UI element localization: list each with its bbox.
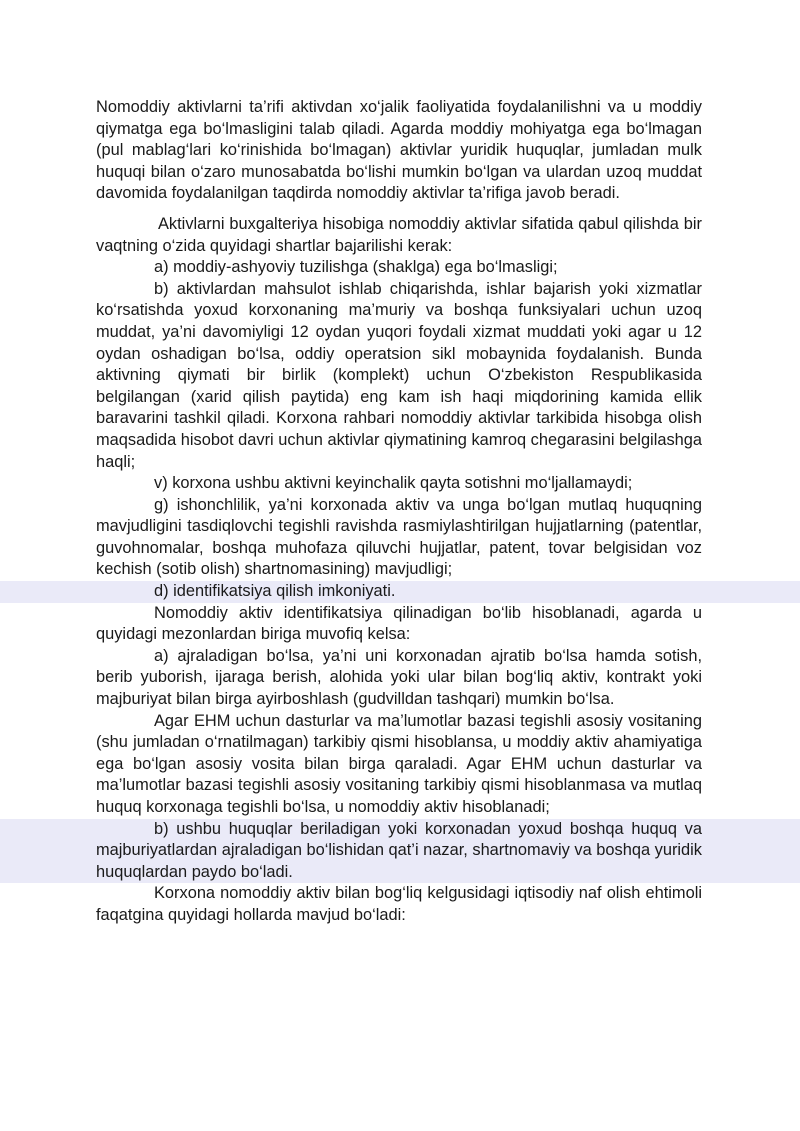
list-item-g: g) ishonchlilik, ya’ni korxonada aktiv va unga bo‘lgan mutlaq huquqning mavjudligini tasdiqlovchi tegishli ravishda rasmiylashtirilgan hujjatlarning (patentlar, guvohnomalar, boshqa muhofaza qiluvchi hujjatlar, patent, tovar belgisidan voz kechish (sotib olish) shartnomasining) mavjudligi; [96, 495, 702, 579]
document-body [96, 97, 702, 927]
paragraph-software-databases: Agar EHM uchun dasturlar va ma’lumotlar bazasi tegishli asosiy vositaning (shu jumladan o‘rnatilmagan) tarkibiy qismi hisoblansa, u moddiy aktiv ahamiyatiga ega bo‘lgan asosiy vosita bilan birga qaraladi. Agar EHM uchun dasturlar va ma’lumotlar bazasi tegishli asosiy vositaning tarkibiy qismi hisoblanmasa va mutlaq huquq korxonaga tegishli bo‘lsa, u nomoddiy aktiv hisoblanadi; [96, 711, 702, 816]
list-item-b: b) aktivlardan mahsulot ishlab chiqarishda, ishlar bajarish yoki xizmatlar ko‘rsatishda yoxud korxonaning ma’muriy va boshqa funksiyalari uchun uzoq muddat, ya’ni davomiyligi 12 oydan yuqori foydali xizmat muddati yoki agar u 12 oydan oshadigan bo‘lsa, oddiy operatsion sikl mobaynida foydalanish. Bunda aktivning qiymati bir birlik (komplekt) uchun O‘zbekiston Respublikasida belgilangan (xarid qilish paytida) eng kam ish haqi miqdorining kamida ellik baravarini tashkil qiladi. Korxona rahbari nomoddiy aktivlar tarkibida hisobga olish maqsadida hisobot davri uchun aktivlar qiymatining kamroq chegarasini belgilashga haqli; [96, 279, 702, 471]
paragraph-identification: Nomoddiy aktiv identifikatsiya qilinadigan bo‘lib hisoblanadi, agarda u quyidagi mezonlardan biriga muvofiq kelsa: [96, 603, 702, 644]
paragraph-economic-benefit: Korxona nomoddiy aktiv bilan bog‘liq kelgusidagi iqtisodiy naf olish ehtimoli faqatgina quyidagi hollarda mavjud bo‘ladi: [96, 884, 702, 924]
list-item-d-highlighted: d) identifikatsiya qilish imkoniyati. [0, 581, 800, 603]
list-item-a: a) moddiy-ashyoviy tuzilishga (shaklga) ega bo‘lmasligi; [154, 258, 558, 277]
criterion-a: a) ajraladigan bo‘lsa, ya’ni uni korxonadan ajratib bo‘lsa hamda sotish, berib yuborish, ijaraga berish, alohida yoki ular bilan bog‘liq aktiv, kontrakt yoki majburiyat bilan birga ayirboshlash (gudvilldan tashqari) mumkin bo‘lsa. [96, 646, 702, 709]
criterion-b-highlighted: b) ushbu huquqlar beriladigan yoki korxonadan yoxud boshqa huquq va majburiyatlardan ajraladigan bo‘lishidan qat’i nazar, shartnomaviy va boshqa yuridik huquqlardan paydo bo‘ladi. [0, 819, 800, 884]
paragraph-recognition-conditions: Aktivlarni buxgalteriya hisobiga nomoddiy aktivlar sifatida qabul qilishda bir vaqtning o‘zida quyidagi shartlar bajarilishi kerak: [96, 214, 702, 255]
paragraph-definition: Nomoddiy aktivlarni ta’rifi aktivdan xo‘jalik faoliyatida foydalanilishni va u moddiy qiymatga ega bo‘lmasligini talab qiladi. Agarda moddiy mohiyatga ega bo‘lmagan (pul mablag‘lari ko‘rinishida bo‘lmagan) aktivlar yuridik huquqlar, jumladan mulk huquqi bilan o‘zaro munosabatda bo‘lishi mumkin bo‘lgan va ulardan uzoq muddat davomida foydalanilgan taqdirda nomoddiy aktivlar ta’rifiga javob beradi. [96, 98, 702, 203]
list-item-v: v) korxona ushbu aktivni keyinchalik qayta sotishni mo‘ljallamaydi; [154, 474, 633, 493]
